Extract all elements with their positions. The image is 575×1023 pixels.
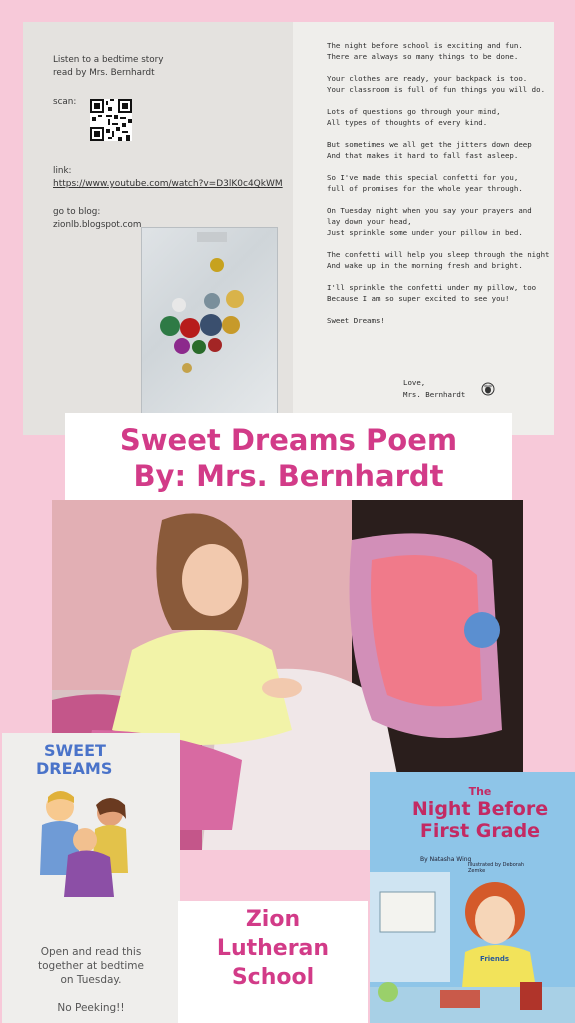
girl-illustration [370,872,575,1023]
video-link[interactable]: https://www.youtube.com/watch?v=D3lK0c4QkWM [53,179,283,189]
poem-line: Because I am so super excited to see you! [327,294,510,303]
poem-line: Your clothes are ready, your backpack is too. [327,74,528,83]
card-footer: No Peeking!! [57,1002,125,1014]
sequin [182,363,192,373]
poem-line: On Tuesday night when you say your prayers and [327,206,532,215]
poem-line: The confetti will help you sleep through the night [327,250,550,259]
signoff-name: Mrs. Bernhardt [403,390,466,399]
title-line-2: By: Mrs. Bernhardt [133,459,444,493]
book-title-line-3: First Grade [419,820,541,842]
poem-line [327,95,549,106]
poem-line: I'll sprinkle the confetti under my pillow, too [327,283,537,292]
poem-line: lay down your head, [327,217,412,226]
sleeping-kids-illustration [30,785,150,903]
poem-line [327,194,549,205]
sequin [174,338,190,354]
poem-line: The night before school is exciting and fun. [327,41,523,50]
sequin [200,314,222,336]
card-body-line-1: Open and read this [40,946,142,958]
sequin [208,338,222,352]
sequin [204,293,220,309]
book-title-line-2: Night Before [411,798,549,820]
book-cover [370,772,575,1023]
poem-line [327,238,549,249]
card-title-line-1: SWEET [44,741,106,760]
signoff-love: Love, [403,378,426,387]
sequin [180,318,200,338]
poem-line: full of promises for the whole year through. [327,184,523,193]
book-illustrator: Illustrated by Deborah Zemke [468,862,525,874]
sweet-dreams-card [2,733,180,1023]
blog-label: go to blog: [53,207,101,217]
school-name-line-1: Zion [245,907,301,932]
school-name [178,905,368,992]
poem-line [327,128,549,139]
book-author: By Natasha Wing [420,856,472,863]
poem-text [327,40,549,326]
sequin [172,298,186,312]
poem-line: And that makes it hard to fall fast asleep. [327,151,519,160]
letter-right-page [293,22,554,435]
sequin [210,258,224,272]
intro-line-2: read by Mrs. Bernhardt [53,68,155,78]
poem-line [327,161,549,172]
school-label [178,901,368,1023]
poem-line [327,62,549,73]
book-title [390,786,570,842]
school-name-line-3: School [231,965,315,990]
poem-line: All types of thoughts of every kind. [327,118,488,127]
poem-line: But sometimes we all get the jitters down deep [327,140,532,149]
confetti-bag [141,227,278,424]
card-body-line-3: on Tuesday. [60,974,122,986]
shirt-text: Friends [480,955,510,963]
sequin [160,316,180,336]
sequin [222,316,240,334]
intro-line-1: Listen to a bedtime story [53,55,164,65]
link-label: link: [53,166,72,176]
poem-line: Your classroom is full of fun things you will do. [327,85,546,94]
poem-line: So I've made this special confetti for you, [327,173,519,182]
card-title-line-2: DREAMS [36,759,113,778]
poem-line: Just sprinkle some under your pillow in bed. [327,228,523,237]
poem-line: Sweet Dreams! [327,316,385,325]
sequin [226,290,244,308]
school-name-line-2: Lutheran [216,936,330,961]
scan-label: scan: [53,97,77,107]
bag-tape [197,232,227,242]
letter-photo [23,22,554,435]
title-banner [65,413,512,500]
poem-line [327,304,549,315]
poem-line [327,271,549,282]
qr-code-icon [90,99,132,141]
card-body-line-2: together at bedtime [38,960,144,972]
sequin [192,340,206,354]
blog-url: zionlb.blogspot.com [53,220,142,230]
poem-line: There are always so many things to be done. [327,52,519,61]
poem-line: Lots of questions go through your mind, [327,107,501,116]
title-line-1: Sweet Dreams Poem [119,423,458,457]
poem-line: And wake up in the morning fresh and bright. [327,261,523,270]
bee-icon [481,382,495,396]
book-title-line-1: The [468,785,492,798]
